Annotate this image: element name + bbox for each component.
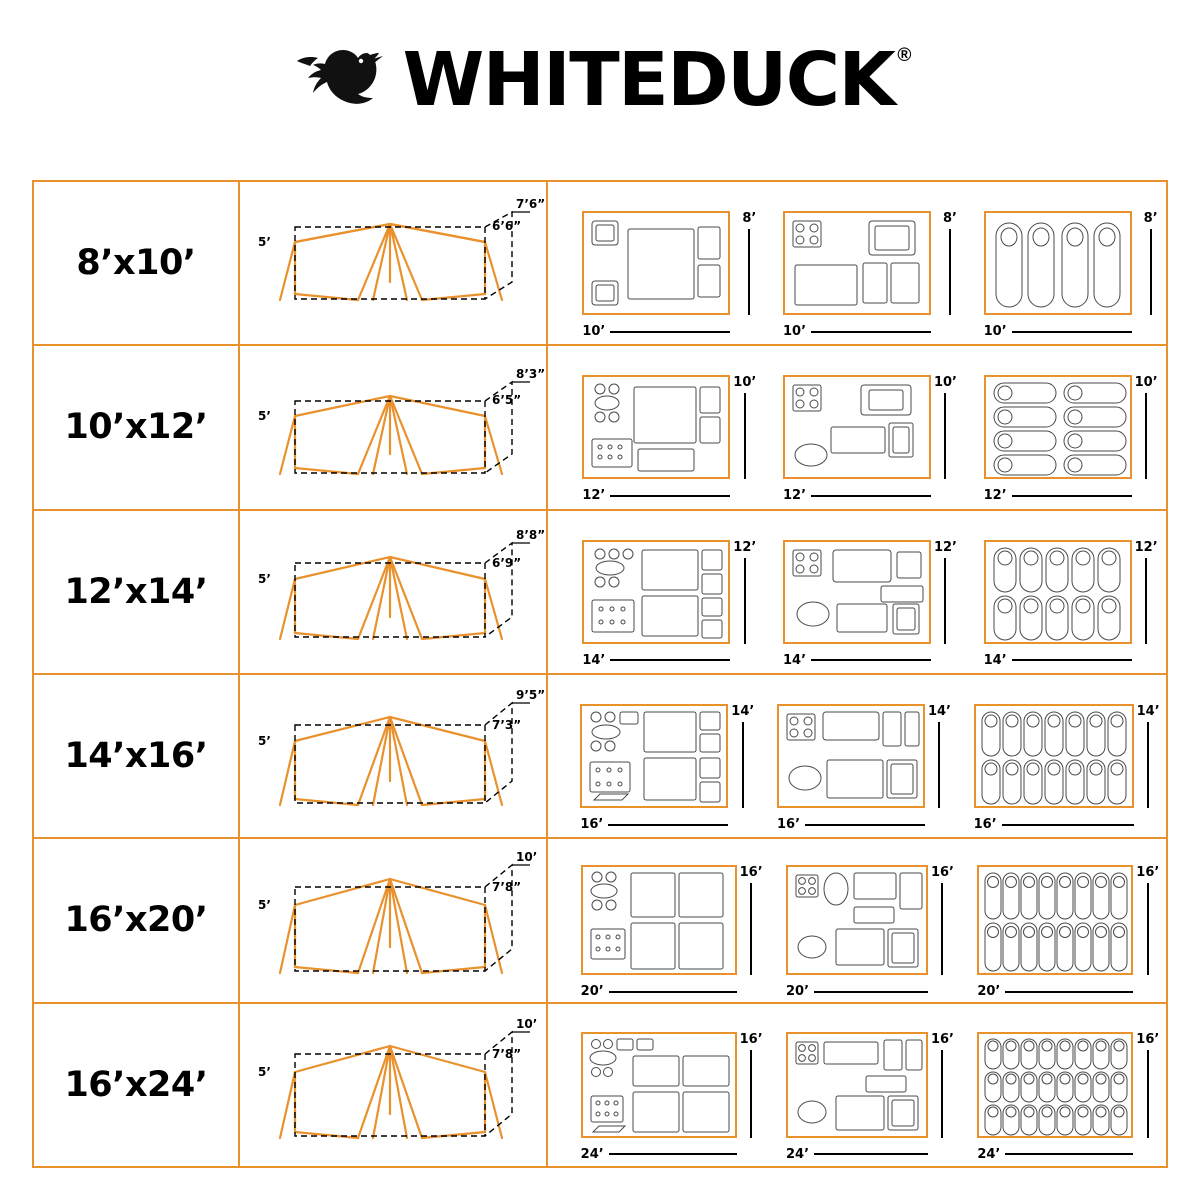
depth-label: 14’ <box>731 704 755 720</box>
sleeping-layout <box>983 375 1158 504</box>
table-row <box>34 511 1166 675</box>
svg-text:9’5”: 9’5” <box>516 687 546 702</box>
svg-text:8’3”: 8’3” <box>516 367 546 382</box>
svg-text:7’6”: 7’6” <box>516 197 546 211</box>
depth-label: 8’ <box>742 211 757 227</box>
width-label: 24’ <box>977 1146 1001 1162</box>
svg-text:6’6”: 6’6” <box>492 219 522 233</box>
depth-label: 14’ <box>1136 704 1160 720</box>
width-label: 12’ <box>983 488 1007 504</box>
width-label: 16’ <box>973 817 997 833</box>
svg-text:7’8”: 7’8” <box>492 880 522 895</box>
tent-size-label: 16’x20’ <box>64 900 208 941</box>
table-row <box>34 182 1166 346</box>
elevation-cell <box>240 182 548 344</box>
svg-text:5’: 5’ <box>258 733 271 748</box>
width-label: 20’ <box>977 984 1001 1000</box>
depth-label: 16’ <box>930 865 954 881</box>
svg-text:7’3”: 7’3” <box>492 717 522 732</box>
svg-text:6’5”: 6’5” <box>492 393 522 408</box>
depth-label: 12’ <box>933 539 957 555</box>
depth-label: 14’ <box>927 704 951 720</box>
kitchen-layout <box>785 865 954 1000</box>
sleeping-layout <box>973 704 1160 833</box>
living-layout <box>582 211 757 340</box>
width-label: 10’ <box>782 324 807 340</box>
depth-label: 10’ <box>1134 375 1158 391</box>
brand-name: WHITEDUCK <box>402 37 895 123</box>
sleeping-layout <box>977 865 1160 1000</box>
tent-size-label: 16’x24’ <box>64 1064 208 1105</box>
sleeping-layout <box>983 539 1158 668</box>
svg-text:5’: 5’ <box>258 1064 271 1079</box>
tent-size-table <box>32 180 1168 1168</box>
svg-text:6’9”: 6’9” <box>492 555 522 570</box>
living-layout <box>582 539 757 668</box>
width-label: 14’ <box>983 652 1007 668</box>
living-layout <box>580 865 763 1000</box>
tent-size-label: 12’x14’ <box>64 571 208 612</box>
svg-text:5’: 5’ <box>258 235 271 249</box>
floorplans-cell <box>548 839 1166 1001</box>
kitchen-layout <box>782 375 957 504</box>
width-label: 24’ <box>580 1146 604 1162</box>
table-row <box>34 839 1166 1003</box>
depth-label: 8’ <box>943 211 957 227</box>
kitchen-layout <box>782 539 957 668</box>
elevation-cell <box>240 839 548 1001</box>
table-row <box>34 1004 1166 1166</box>
size-cell <box>34 675 240 837</box>
floorplans-cell <box>548 511 1166 673</box>
elevation-cell <box>240 675 548 837</box>
depth-label: 16’ <box>1136 865 1160 881</box>
width-label: 12’ <box>782 488 807 504</box>
floorplans-cell <box>548 1004 1166 1166</box>
width-label: 12’ <box>582 488 606 504</box>
kitchen-layout <box>776 704 951 833</box>
depth-label: 12’ <box>1134 539 1158 555</box>
depth-label: 12’ <box>733 539 757 555</box>
width-label: 20’ <box>580 984 604 1000</box>
width-label: 10’ <box>582 324 606 340</box>
width-label: 10’ <box>983 324 1007 340</box>
svg-text:5’: 5’ <box>258 898 271 913</box>
width-label: 16’ <box>776 817 801 833</box>
size-cell <box>34 839 240 1001</box>
svg-text:8’8”: 8’8” <box>516 527 546 542</box>
registered-mark: ® <box>897 45 912 66</box>
svg-text:5’: 5’ <box>258 409 271 424</box>
duck-icon <box>289 41 385 119</box>
depth-label: 16’ <box>930 1031 954 1047</box>
depth-label: 16’ <box>739 865 763 881</box>
elevation-cell <box>240 346 548 508</box>
floorplans-cell <box>548 346 1166 508</box>
width-label: 14’ <box>782 652 807 668</box>
width-label: 24’ <box>785 1146 810 1162</box>
depth-label: 10’ <box>733 375 757 391</box>
elevation-cell <box>240 1004 548 1166</box>
size-cell <box>34 346 240 508</box>
table-row <box>34 675 1166 839</box>
svg-text:10’: 10’ <box>516 1016 538 1031</box>
sleeping-layout <box>977 1031 1160 1162</box>
kitchen-layout <box>782 211 957 340</box>
elevation-cell <box>240 511 548 673</box>
width-label: 20’ <box>785 984 810 1000</box>
tent-size-label: 14’x16’ <box>64 736 208 777</box>
kitchen-layout <box>785 1031 954 1162</box>
svg-text:10’: 10’ <box>516 850 538 865</box>
living-layout <box>582 375 757 504</box>
living-layout <box>580 1031 763 1162</box>
sleeping-layout <box>983 211 1158 340</box>
width-label: 16’ <box>580 817 604 833</box>
living-layout <box>580 704 755 833</box>
floorplans-cell <box>548 675 1166 837</box>
width-label: 14’ <box>582 652 606 668</box>
depth-label: 10’ <box>933 375 957 391</box>
svg-text:7’8”: 7’8” <box>492 1046 522 1061</box>
brand-header <box>0 0 1200 160</box>
tent-size-label: 10’x12’ <box>64 407 208 448</box>
depth-label: 8’ <box>1143 211 1158 227</box>
depth-label: 16’ <box>1136 1031 1160 1047</box>
floorplans-cell <box>548 182 1166 344</box>
tent-size-label: 8’x10’ <box>76 243 196 284</box>
svg-text:5’: 5’ <box>258 571 271 586</box>
table-row <box>34 346 1166 510</box>
size-cell <box>34 182 240 344</box>
size-cell <box>34 1004 240 1166</box>
size-cell <box>34 511 240 673</box>
depth-label: 16’ <box>739 1031 763 1047</box>
